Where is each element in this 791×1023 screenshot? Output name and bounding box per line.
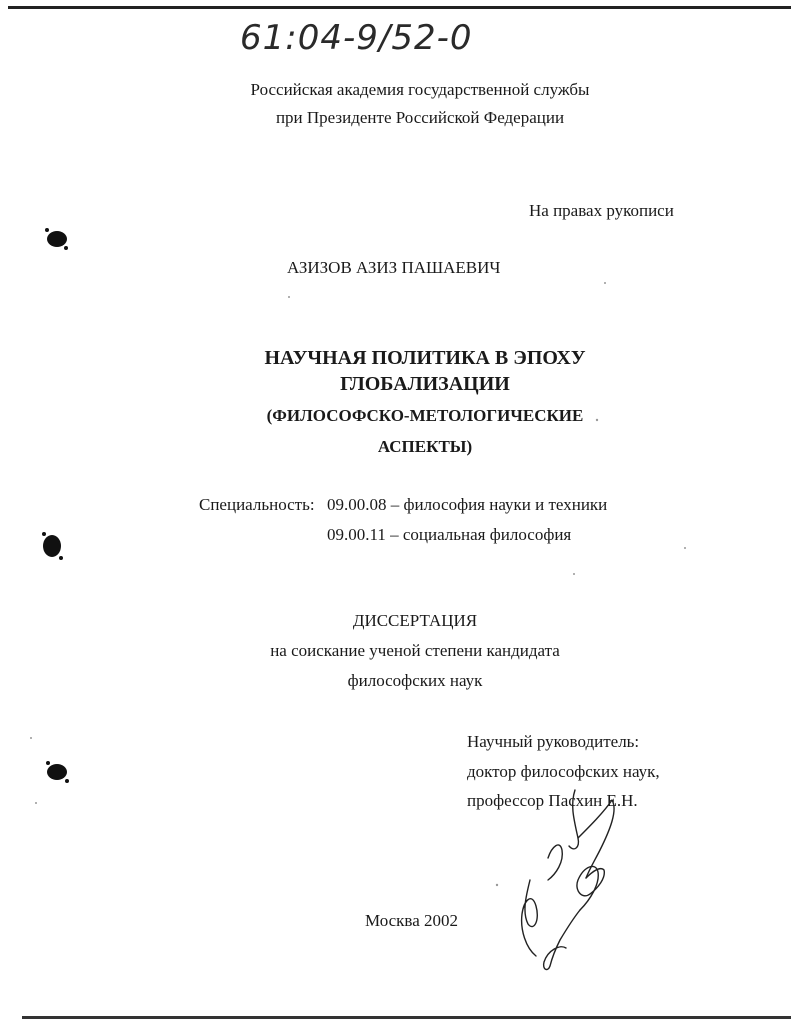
- supervisor-degree: доктор философских наук,: [467, 762, 660, 781]
- organization-name: Российская академия государственной службы: [250, 80, 590, 99]
- handwritten-archive-code: 61:04-9/52-0: [240, 18, 473, 58]
- specialty-label: Специальность:: [199, 495, 315, 514]
- work-type-heading: ДИССЕРТАЦИЯ: [352, 611, 478, 630]
- thesis-subtitle-line-2: АСПЕКТЫ): [377, 437, 473, 456]
- work-type-line-2: философских наук: [347, 671, 483, 690]
- supervisor-heading: Научный руководитель:: [467, 732, 640, 751]
- work-type-line-1: на соискание ученой степени кандидата: [270, 641, 560, 660]
- thesis-title-line-1: НАУЧНАЯ ПОЛИТИКА В ЭПОХУ: [264, 347, 586, 369]
- supervisor-name: профессор Пасхин Е.Н.: [467, 791, 638, 810]
- thesis-subtitle-line-1: (ФИЛОСОФСКО-МЕТОЛОГИЧЕСКИЕ: [266, 406, 584, 425]
- organization-subtitle: при Президенте Российской Федерации: [275, 108, 565, 127]
- specialty-item-1: 09.00.08 – философия науки и техники: [327, 495, 608, 514]
- thesis-title-line-2: ГЛОБАЛИЗАЦИИ: [340, 373, 510, 395]
- manuscript-note: На правах рукописи: [529, 201, 674, 220]
- author-name: АЗИЗОВ АЗИЗ ПАШАЕВИЧ: [287, 258, 501, 277]
- city-year: Москва 2002: [365, 911, 459, 930]
- specialty-item-2: 09.00.11 – социальная философия: [327, 525, 572, 544]
